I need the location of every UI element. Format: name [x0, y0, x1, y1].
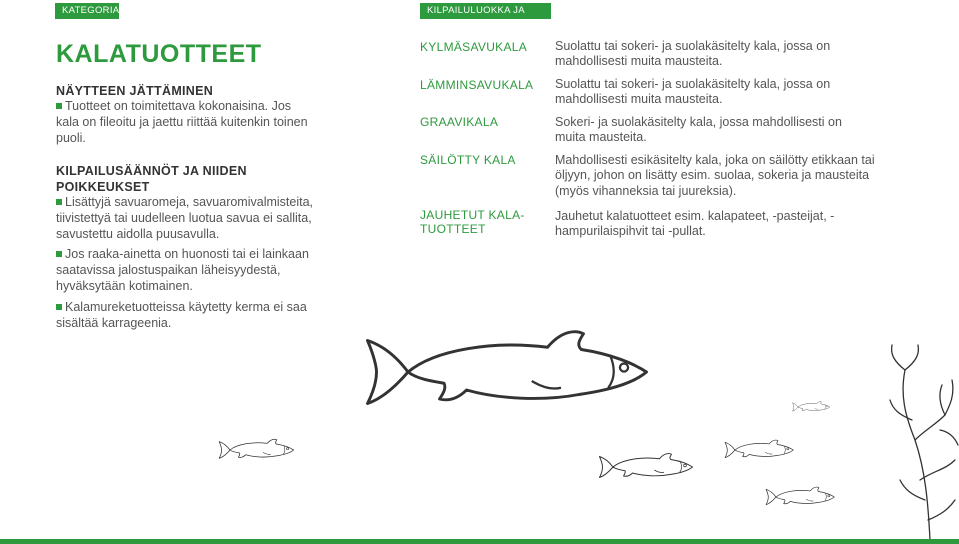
submission-bullet-text: Tuotteet on toimitettava kokonaisina. Jos kala on fileoitu ja jaettu riittää kuitenkin toinen puoli.	[56, 99, 308, 145]
rules-heading-line1: KILPAILUSÄÄNNÖT JA NIIDEN	[56, 164, 247, 178]
class-term: JAUHETUT KALA-TUOTTEET	[420, 208, 525, 236]
class-term: GRAAVIKALA	[420, 115, 499, 129]
small-fish-icon	[219, 439, 293, 458]
submission-heading: NÄYTTEEN JÄTTÄMINEN	[56, 84, 214, 98]
class-term: LÄMMINSAVUKALA	[420, 78, 534, 92]
class-definition: Suolattu tai sokeri- ja suolakäsitelty kala, jossa on mahdollisesti muita mausteita.	[555, 39, 831, 69]
category-tag: KATEGORIA	[55, 3, 119, 19]
class-term: SÄILÖTTY KALA	[420, 153, 516, 167]
bottom-rule	[0, 539, 959, 544]
class-and-description-tag: KILPAILULUOKKA JA SELITE	[420, 3, 551, 19]
rules-bullet-text: Kalamureketuotteissa käytetty kerma ei saa sisältää karrageenia.	[56, 300, 307, 330]
class-definition: Suolattu tai sokeri- ja suolakäsitelty kala, jossa on mahdollisesti muita mausteita.	[555, 77, 831, 107]
small-fish-icon	[793, 402, 830, 412]
small-fish-icon	[766, 487, 834, 505]
small-fish-icon	[725, 440, 793, 458]
page-title: KALATUOTTEET	[56, 40, 262, 68]
rules-heading-line2: POIKKEUKSET	[56, 179, 150, 194]
class-definition: Mahdollisesti esikäsitelty kala, joka on säilötty etikkaan tai öljyyn, johon on lisätty esim. suolaa, sokeria ja mausteita (myös vihanneksia tai juureksia).	[555, 153, 875, 198]
seaweed-icon	[890, 345, 958, 540]
class-term: KYLMÄSAVUKALA	[420, 40, 528, 54]
class-definition: Sokeri- ja suolakäsitelty kala, jossa mahdollisesti on muita mausteita.	[555, 115, 842, 145]
class-definition: Jauhetut kalatuotteet esim. kalapateet, -pasteijat, -hampurilaispihvit tai -pullat.	[555, 209, 835, 239]
rules-bullet-text: Lisättyjä savuaromeja, savuaromivalmisteita, tiivistettyä tai uudelleen luotua savua ei sallita, savustettu aidolla puusavulla.	[56, 195, 314, 241]
rules-bullet-text: Jos raaka-ainetta on huonosti tai ei lainkaan saatavissa jalostuspaikan läheisyydestä, hyväksytään kotimainen.	[56, 247, 309, 293]
large-fish-icon	[368, 332, 647, 404]
small-fish-icon	[600, 454, 693, 478]
